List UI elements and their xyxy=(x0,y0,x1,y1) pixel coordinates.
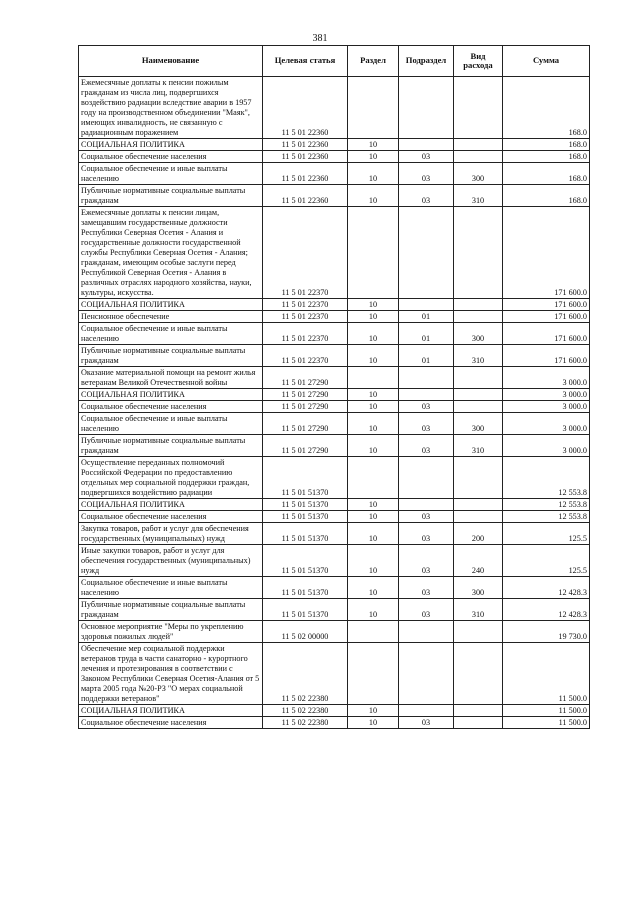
cell-type: 200 xyxy=(454,523,503,545)
cell-name: СОЦИАЛЬНАЯ ПОЛИТИКА xyxy=(79,499,263,511)
table-row xyxy=(79,499,590,511)
cell-name: Осуществление переданных полномочий Российской Федерации по предоставлению отдельных мер социальной поддержки граждан, подвергшихся воздействию радиации xyxy=(79,457,263,499)
cell-sum: 11 500.0 xyxy=(503,705,590,717)
cell-subsection xyxy=(399,457,454,499)
cell-type: 300 xyxy=(454,577,503,599)
cell-section: 10 xyxy=(348,599,399,621)
cell-subsection xyxy=(399,367,454,389)
cell-sum: 11 500.0 xyxy=(503,643,590,705)
table-row xyxy=(79,621,590,643)
table-row xyxy=(79,577,590,599)
cell-section: 10 xyxy=(348,413,399,435)
header-code: Целевая статья xyxy=(263,46,348,77)
cell-subsection: 03 xyxy=(399,435,454,457)
cell-name: Социальное обеспечение и иные выплаты населению xyxy=(79,163,263,185)
cell-sum: 168.0 xyxy=(503,139,590,151)
cell-sum: 12 553.8 xyxy=(503,457,590,499)
cell-name: Оказание материальной помощи на ремонт жилья ветеранам Великой Отечественной войны xyxy=(79,367,263,389)
table-row xyxy=(79,323,590,345)
cell-type xyxy=(454,621,503,643)
cell-name: СОЦИАЛЬНАЯ ПОЛИТИКА xyxy=(79,299,263,311)
table-row xyxy=(79,163,590,185)
cell-section xyxy=(348,621,399,643)
table-row xyxy=(79,435,590,457)
table-row xyxy=(79,345,590,367)
cell-subsection: 03 xyxy=(399,717,454,729)
table-row xyxy=(79,139,590,151)
cell-subsection: 03 xyxy=(399,599,454,621)
cell-subsection: 03 xyxy=(399,163,454,185)
cell-name: Публичные нормативные социальные выплаты гражданам xyxy=(79,185,263,207)
cell-code: 11 5 01 22370 xyxy=(263,323,348,345)
cell-subsection: 03 xyxy=(399,511,454,523)
cell-code: 11 5 02 00000 xyxy=(263,621,348,643)
cell-code: 11 5 01 51370 xyxy=(263,599,348,621)
cell-name: Ежемесячные доплаты к пенсии лицам, замещавшим государственные должности Республики Северная Осетия - Алания и государственные должности государственной службы Республики Северная Осетия - Алания; гражданам, имеющим особые заслуги перед Республикой Северная Осетия - Алания в различных отраслях народного хозяйства, науки, культуры, искусства. xyxy=(79,207,263,299)
cell-sum: 12 553.8 xyxy=(503,499,590,511)
cell-subsection: 03 xyxy=(399,523,454,545)
cell-sum: 168.0 xyxy=(503,151,590,163)
cell-subsection: 01 xyxy=(399,311,454,323)
cell-sum: 168.0 xyxy=(503,185,590,207)
header-sum: Сумма xyxy=(503,46,590,77)
cell-type xyxy=(454,705,503,717)
cell-code: 11 5 01 27290 xyxy=(263,389,348,401)
cell-sum: 171 600.0 xyxy=(503,311,590,323)
cell-sum: 12 428.3 xyxy=(503,577,590,599)
cell-section: 10 xyxy=(348,499,399,511)
cell-type: 300 xyxy=(454,413,503,435)
cell-code: 11 5 01 27290 xyxy=(263,367,348,389)
table-row xyxy=(79,523,590,545)
cell-sum: 168.0 xyxy=(503,163,590,185)
header-type: Вид расхода xyxy=(454,46,503,77)
cell-code: 11 5 01 51370 xyxy=(263,499,348,511)
cell-type xyxy=(454,499,503,511)
cell-sum: 12 428.3 xyxy=(503,599,590,621)
cell-name: Социальное обеспечение населения xyxy=(79,401,263,413)
cell-type xyxy=(454,367,503,389)
cell-section: 10 xyxy=(348,345,399,367)
header-subsection: Подраздел xyxy=(399,46,454,77)
cell-type xyxy=(454,151,503,163)
cell-section xyxy=(348,643,399,705)
cell-section: 10 xyxy=(348,185,399,207)
cell-code: 11 5 01 51370 xyxy=(263,545,348,577)
cell-name: Социальное обеспечение и иные выплаты населению xyxy=(79,577,263,599)
cell-name: Публичные нормативные социальные выплаты гражданам xyxy=(79,435,263,457)
cell-section: 10 xyxy=(348,435,399,457)
header-name: Наименование xyxy=(79,46,263,77)
header-section: Раздел xyxy=(348,46,399,77)
cell-code: 11 5 01 22370 xyxy=(263,311,348,323)
page-number: 381 xyxy=(312,33,328,44)
cell-type: 300 xyxy=(454,323,503,345)
cell-subsection: 03 xyxy=(399,545,454,577)
cell-sum: 11 500.0 xyxy=(503,717,590,729)
cell-type xyxy=(454,77,503,139)
cell-section xyxy=(348,207,399,299)
cell-name: Иные закупки товаров, работ и услуг для обеспечения государственных (муниципальных) нужд xyxy=(79,545,263,577)
cell-type xyxy=(454,643,503,705)
cell-name: Обеспечение мер социальной поддержки ветеранов труда в части санаторно - курортного лечения и протезирования в соответствии с Законом Республики Северная Осетия-Алания от 5 марта 2005 года №20-РЗ "О мерах социальной поддержки ветеранов" xyxy=(79,643,263,705)
cell-subsection xyxy=(399,643,454,705)
cell-sum: 3 000.0 xyxy=(503,413,590,435)
cell-subsection xyxy=(399,77,454,139)
cell-subsection xyxy=(399,207,454,299)
table-row xyxy=(79,367,590,389)
cell-sum: 171 600.0 xyxy=(503,207,590,299)
header-row xyxy=(79,46,590,77)
cell-section: 10 xyxy=(348,401,399,413)
cell-code: 11 5 02 22380 xyxy=(263,643,348,705)
cell-sum: 19 730.0 xyxy=(503,621,590,643)
cell-sum: 3 000.0 xyxy=(503,435,590,457)
cell-code: 11 5 01 27290 xyxy=(263,413,348,435)
cell-section: 10 xyxy=(348,323,399,345)
cell-code: 11 5 01 22360 xyxy=(263,139,348,151)
table-row xyxy=(79,77,590,139)
cell-sum: 171 600.0 xyxy=(503,323,590,345)
cell-type xyxy=(454,139,503,151)
cell-type xyxy=(454,207,503,299)
table-row xyxy=(79,185,590,207)
cell-type: 240 xyxy=(454,545,503,577)
cell-subsection: 03 xyxy=(399,577,454,599)
cell-subsection xyxy=(399,705,454,717)
cell-name: Пенсионное обеспечение xyxy=(79,311,263,323)
cell-type: 310 xyxy=(454,185,503,207)
cell-type xyxy=(454,401,503,413)
table-row xyxy=(79,299,590,311)
cell-subsection: 03 xyxy=(399,401,454,413)
cell-type: 310 xyxy=(454,435,503,457)
cell-code: 11 5 01 51370 xyxy=(263,457,348,499)
table-row xyxy=(79,151,590,163)
table-row xyxy=(79,457,590,499)
cell-name: Социальное обеспечение и иные выплаты населению xyxy=(79,323,263,345)
cell-name: Публичные нормативные социальные выплаты гражданам xyxy=(79,599,263,621)
cell-subsection xyxy=(399,299,454,311)
cell-section: 10 xyxy=(348,705,399,717)
table-row xyxy=(79,207,590,299)
table-row xyxy=(79,413,590,435)
cell-section: 10 xyxy=(348,163,399,185)
cell-type xyxy=(454,389,503,401)
cell-section: 10 xyxy=(348,577,399,599)
table-row xyxy=(79,545,590,577)
cell-subsection xyxy=(399,499,454,511)
cell-subsection: 01 xyxy=(399,323,454,345)
cell-sum: 171 600.0 xyxy=(503,299,590,311)
table-row xyxy=(79,705,590,717)
cell-code: 11 5 01 51370 xyxy=(263,523,348,545)
cell-section: 10 xyxy=(348,389,399,401)
cell-sum: 125.5 xyxy=(503,523,590,545)
cell-type xyxy=(454,717,503,729)
table-row xyxy=(79,311,590,323)
cell-type: 310 xyxy=(454,345,503,367)
cell-name: Основное мероприятие "Меры по укреплению здоровья пожилых людей" xyxy=(79,621,263,643)
cell-sum: 3 000.0 xyxy=(503,401,590,413)
cell-type xyxy=(454,311,503,323)
cell-type xyxy=(454,511,503,523)
cell-subsection: 03 xyxy=(399,185,454,207)
cell-section: 10 xyxy=(348,511,399,523)
cell-name: Закупка товаров, работ и услуг для обеспечения государственных (муниципальных) нужд xyxy=(79,523,263,545)
cell-section: 10 xyxy=(348,545,399,577)
cell-code: 11 5 01 27290 xyxy=(263,435,348,457)
cell-name: Социальное обеспечение населения xyxy=(79,151,263,163)
cell-section xyxy=(348,457,399,499)
cell-type xyxy=(454,457,503,499)
cell-subsection xyxy=(399,389,454,401)
cell-code: 11 5 02 22380 xyxy=(263,705,348,717)
cell-subsection xyxy=(399,139,454,151)
cell-section: 10 xyxy=(348,311,399,323)
table-row xyxy=(79,389,590,401)
table-row xyxy=(79,717,590,729)
cell-sum: 168.0 xyxy=(503,77,590,139)
cell-name: СОЦИАЛЬНАЯ ПОЛИТИКА xyxy=(79,139,263,151)
table-row xyxy=(79,511,590,523)
cell-code: 11 5 01 22360 xyxy=(263,151,348,163)
cell-name: СОЦИАЛЬНАЯ ПОЛИТИКА xyxy=(79,705,263,717)
cell-code: 11 5 02 22380 xyxy=(263,717,348,729)
cell-section: 10 xyxy=(348,717,399,729)
cell-sum: 12 553.8 xyxy=(503,511,590,523)
cell-section xyxy=(348,77,399,139)
cell-name: Социальное обеспечение и иные выплаты населению xyxy=(79,413,263,435)
cell-subsection xyxy=(399,621,454,643)
cell-code: 11 5 01 22360 xyxy=(263,185,348,207)
cell-section: 10 xyxy=(348,139,399,151)
budget-table xyxy=(78,45,590,729)
cell-code: 11 5 01 51370 xyxy=(263,511,348,523)
cell-code: 11 5 01 22370 xyxy=(263,299,348,311)
cell-section xyxy=(348,367,399,389)
cell-code: 11 5 01 27290 xyxy=(263,401,348,413)
cell-type xyxy=(454,299,503,311)
cell-name: Социальное обеспечение населения xyxy=(79,511,263,523)
cell-sum: 3 000.0 xyxy=(503,367,590,389)
cell-name: Ежемесячные доплаты к пенсии пожилым гражданам из числа лиц, подвергшихся воздействию радиации вследствие аварии в 1957 году на производственном объединении "Маяк", имеющих инвалидность, не связанную с радиационным поражением xyxy=(79,77,263,139)
cell-name: Социальное обеспечение населения xyxy=(79,717,263,729)
cell-subsection: 01 xyxy=(399,345,454,367)
cell-code: 11 5 01 22370 xyxy=(263,345,348,367)
cell-code: 11 5 01 22360 xyxy=(263,163,348,185)
cell-subsection: 03 xyxy=(399,413,454,435)
cell-subsection: 03 xyxy=(399,151,454,163)
cell-name: СОЦИАЛЬНАЯ ПОЛИТИКА xyxy=(79,389,263,401)
cell-type: 300 xyxy=(454,163,503,185)
cell-section: 10 xyxy=(348,299,399,311)
cell-sum: 125.5 xyxy=(503,545,590,577)
cell-name: Публичные нормативные социальные выплаты гражданам xyxy=(79,345,263,367)
table-row xyxy=(79,643,590,705)
cell-section: 10 xyxy=(348,151,399,163)
table-row xyxy=(79,401,590,413)
cell-sum: 3 000.0 xyxy=(503,389,590,401)
table-row xyxy=(79,599,590,621)
cell-code: 11 5 01 22370 xyxy=(263,207,348,299)
cell-code: 11 5 01 51370 xyxy=(263,577,348,599)
cell-code: 11 5 01 22360 xyxy=(263,77,348,139)
cell-sum: 171 600.0 xyxy=(503,345,590,367)
cell-section: 10 xyxy=(348,523,399,545)
cell-type: 310 xyxy=(454,599,503,621)
